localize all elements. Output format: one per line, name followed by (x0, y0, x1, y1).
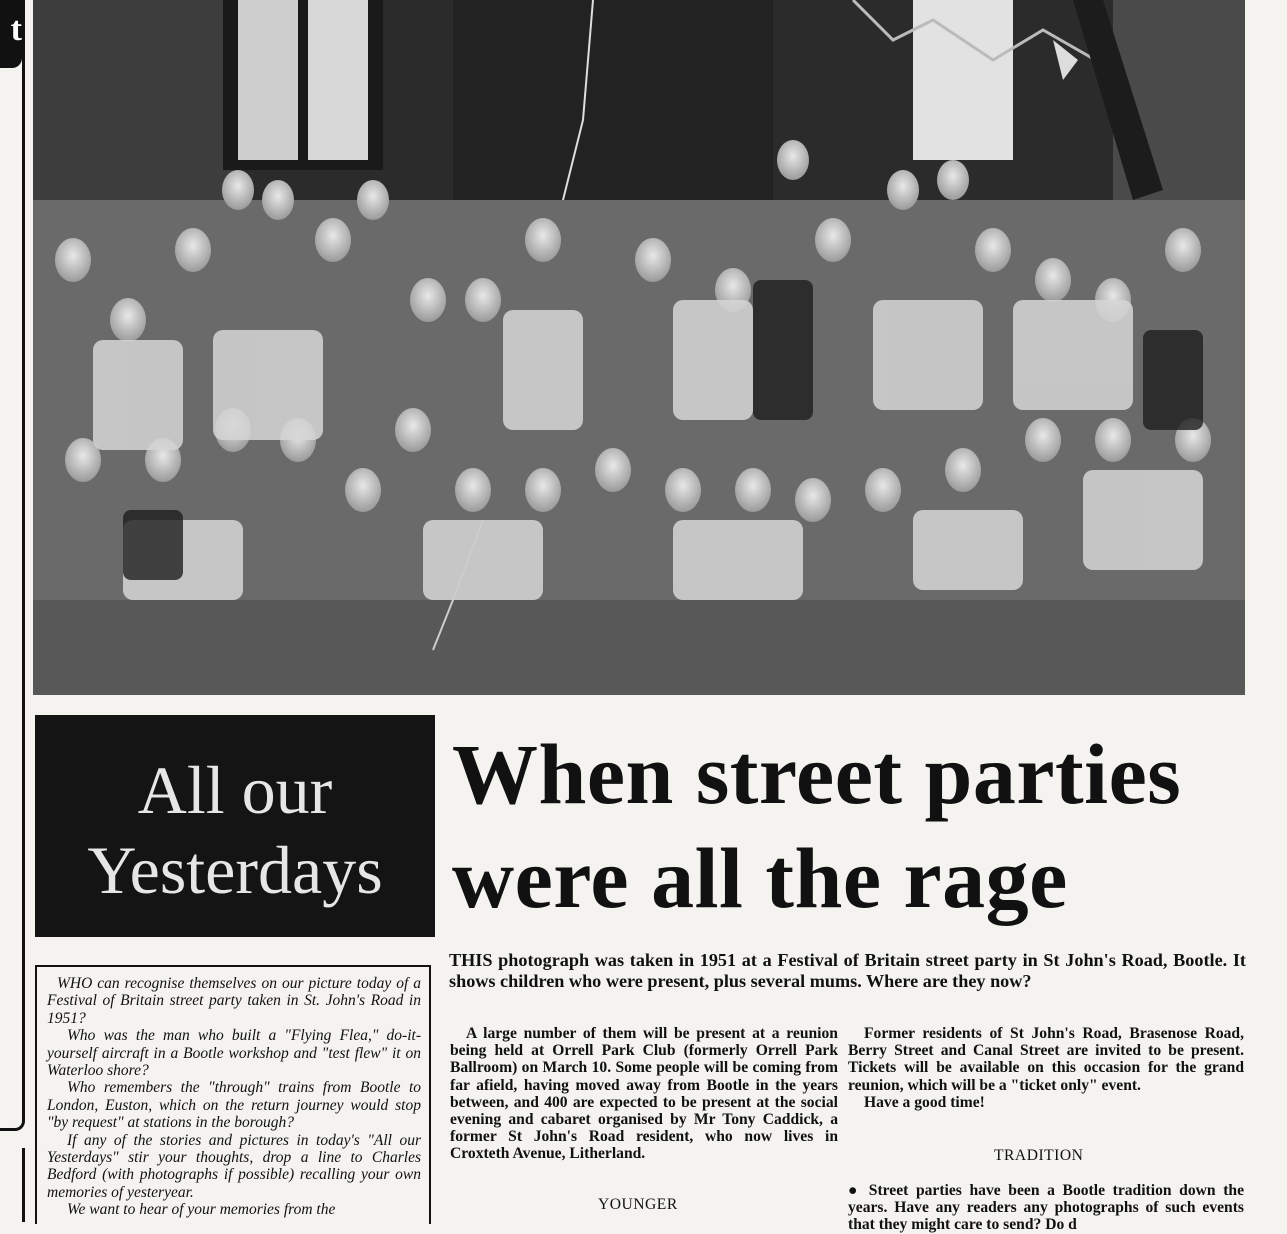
headline (452, 722, 1272, 930)
masthead-line-1: All our (137, 752, 333, 828)
article-paragraph: Former residents of St John's Road, Brasenose Road, Berry Street and Canal Street are invited to be present. Tickets will be available on this occasion for the grand reunion, which will be a "ticket only" event. (848, 1025, 1244, 1094)
standfirst: THIS photograph was taken in 1951 at a Festival of Britain street party in St John's Road, Bootle. It shows children who were present, plus several mums. Where are they now? (449, 950, 1246, 991)
sidebar-paragraph: Who was the man who built a "Flying Flea," do-it-yourself aircraft in a Bootle workshop and "test flew" it on Waterloo shore? (47, 1027, 421, 1080)
subhead-tradition: TRADITION (994, 1147, 1084, 1164)
sidebar-box (35, 965, 431, 1224)
article-column-3 (848, 1182, 1244, 1234)
street-party-photo (33, 0, 1245, 695)
adjacent-column-rule (22, 1148, 25, 1222)
sidebar-text (37, 967, 429, 1219)
adjacent-column-tab: t (0, 0, 22, 68)
masthead-line-2: Yesterdays (87, 832, 383, 908)
headline-line-1: When street parties (452, 726, 1182, 822)
article-paragraph: A large number of them will be present at a reunion being held at Orrell Park Club (formerly Orrell Park Ballroom) on March 10. Some people will be coming from far afield, having moved away from Bootle in the years between, and 400 are expected to be present at the social evening and cabaret organised by Mr Tony Caddick, a former St John's Road resident, who now lives in Croxteth Avenue, Litherland. (450, 1025, 838, 1163)
headline-line-2: were all the rage (452, 830, 1068, 926)
article-paragraph: ● Street parties have been a Bootle tradition down the years. Have any readers any photographs of such events that they might care to send? Do d (848, 1182, 1244, 1234)
section-masthead (35, 715, 435, 937)
article-column-2 (848, 1025, 1244, 1111)
sidebar-paragraph: WHO can recognise themselves on our picture today of a Festival of Britain street party taken in St. John's Road in 1951? (47, 975, 421, 1027)
sidebar-paragraph: If any of the stories and pictures in today's "All our Yesterdays" stir your thoughts, drop a line to Charles Bedford (with photographs if possible) recalling your own memories of yesteryear. (47, 1131, 421, 1201)
adjacent-column-frame (0, 0, 25, 1131)
photo-icon (33, 0, 1245, 695)
subhead-younger: YOUNGER (598, 1196, 678, 1213)
sidebar-paragraph: We want to hear of your memories from the (67, 1201, 336, 1219)
article-column-1 (450, 1025, 838, 1163)
sidebar-paragraph: Who remembers the "through" trains from Bootle to London, Euston, which on the return journey would stop "by request" at stations in the borough? (47, 1079, 421, 1132)
article-paragraph: Have a good time! (864, 1093, 985, 1111)
